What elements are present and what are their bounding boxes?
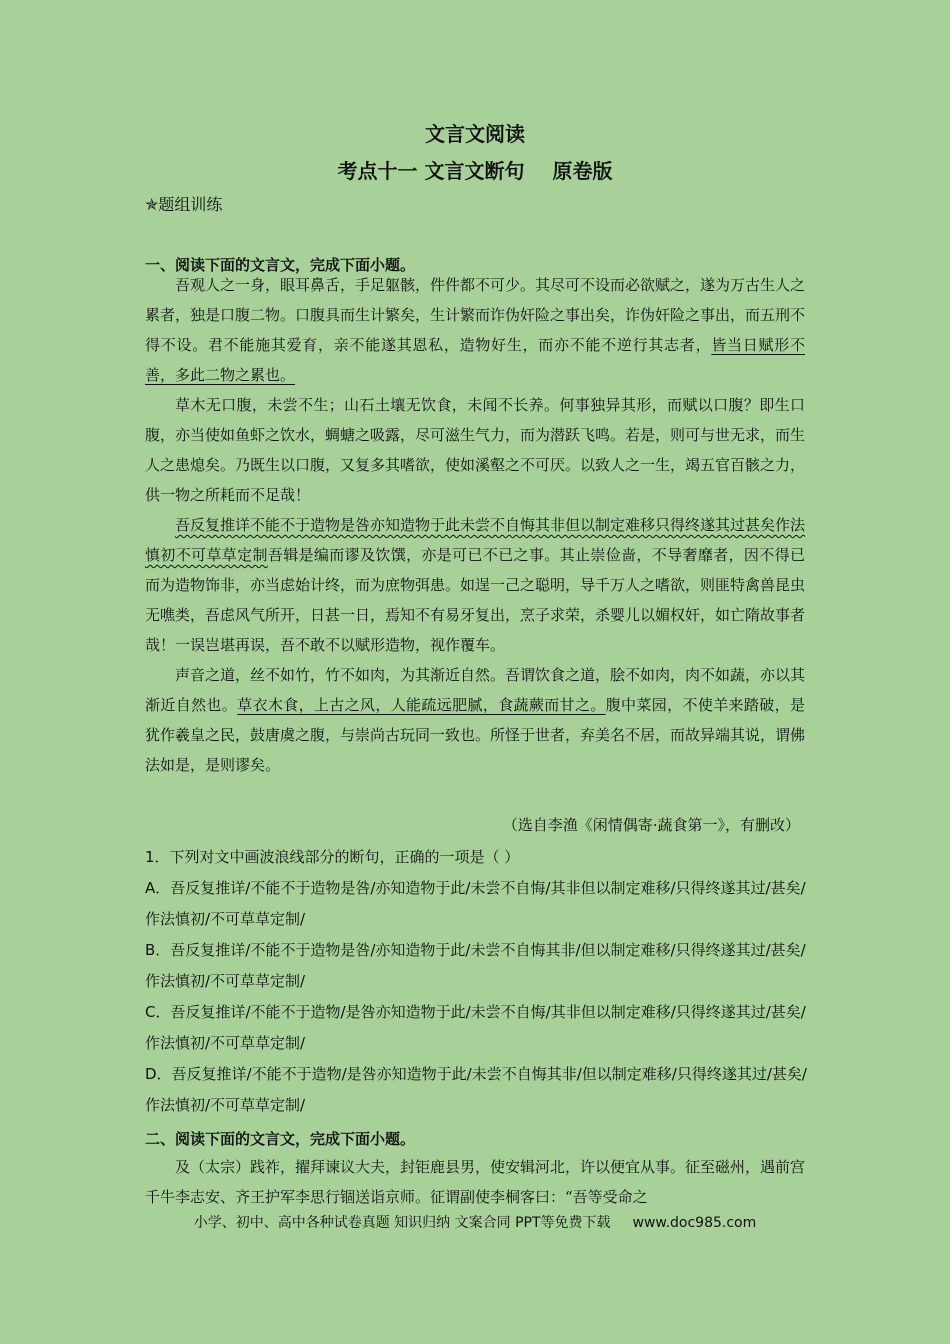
underlined-sentence-1: 皆当日赋形不善，多此二物之累也。 [145, 336, 805, 384]
passage-source: （选自李渔《闲情偶寄·蔬食第一》，有删改） [502, 816, 800, 834]
page-footer [0, 1212, 950, 1232]
question-1-option-b[interactable]: B．吾反复推详/不能不于造物是咎/亦知造物于此/未尝不自悔其非/但以制定难移/只得终遂其过/甚矣/作法慎初/不可草草定制/ [145, 941, 806, 990]
passage-paragraph-1: 吾观人之一身，眼耳鼻舌，手足躯骸，件件都不可少。其尽可不设而必欲赋之，遂为万古生人之累者，独是口腹二物。口腹具而生计繁矣，生计繁而诈伪奸险之事出矣，诈伪奸险之事出，而五刑不得不设。君不能施其爱育，亲不能遂其恩私，造物好生，而亦不能不逆行其志者，皆当日赋形不善，多此二物之累也。 [145, 276, 806, 384]
passage-paragraph-4: 声音之道，丝不如竹，竹不如肉，为其渐近自然。吾谓饮食之道，脍不如肉，肉不如蔬，亦以其渐近自然也。草衣木食，上古之风，人能疏远肥腻，食蔬蕨而甘之。腹中菜园，不使羊来踏破，是犹作羲皇之民，鼓唐虞之腹，与崇尚古玩同一致也。所怪于世者，弃美名不居，而故异端其说，谓佛法如是，是则谬矣。 [145, 666, 806, 774]
document-subtitle [0, 155, 950, 184]
section2-heading: 二、阅读下面的文言文，完成下面小题。 [145, 1130, 416, 1148]
passage-paragraph-2: 草木无口腹，未尝不生；山石土壤无饮食，未闻不长养。何事独异其形，而赋以口腹？即生口腹，亦当使如鱼虾之饮水，蜩螗之吸露，尽可滋生气力，而为潜跃飞鸣。若是，则可与世无求，而生人之患熄矣。乃既生以口腹，又复多其嗜欲，使如溪壑之不可厌。以致人之一生，竭五官百骸之力，供一物之所耗而不足哉！ [145, 396, 806, 504]
footer-url[interactable]: www.doc985.com [632, 1215, 757, 1231]
section2-paragraph-1: 及（太宗）践祚，擢拜谏议大夫，封钜鹿县男，使安辑河北，许以便宜从事。征至磁州，遇前宫千牛李志安、齐王护军李思行锢送诣京师。征谓副使李桐客曰：“吾等受命之 [145, 1158, 806, 1206]
section1-heading: 一、阅读下面的文言文，完成下面小题。 [145, 256, 416, 274]
question-1-option-d[interactable]: D．吾反复推详/不能不于造物/是咎亦知造物于此/未尝不自悔其非/但以制定难移/只得终遂其过/甚矣/作法慎初/不可草草定制/ [145, 1065, 807, 1114]
subtitle-version: 原卷版 [552, 159, 613, 183]
passage-paragraph-3: 吾反复推详不能不于造物是咎亦知造物于此未尝不自悔其非但以制定难移只得终遂其过甚矣作法慎初不可草草定制吾辑是编而谬及饮馔，亦是可已不已之事。其止崇俭啬，不导奢靡者，因不得已而为造物饰非，亦当虑始计终，而为庶物弭患。如逞一己之聪明，导千万人之嗜欲，则匪特禽兽昆虫无噍类，吾虑风气所开，日甚一日，焉知不有易牙复出，烹子求荣，杀婴儿以媚权奸，如亡隋故事者哉！一误岂堪再误，吾不敢不以赋形造物，视作覆车。 [145, 516, 806, 654]
underlined-sentence-2: 草衣木食，上古之风，人能疏远肥腻，食蔬蕨而甘之。 [237, 696, 606, 714]
document-title: 文言文阅读 [425, 122, 525, 146]
section1-passage [145, 270, 805, 780]
subtitle-topic: 考点十一 文言文断句 [337, 159, 525, 183]
drill-label: ✯题组训练 [145, 195, 223, 214]
question-1-option-a[interactable]: A．吾反复推详/不能不于造物是咎/亦知造物于此/未尝不自悔/其非但以制定难移/只得终遂其过/甚矣/作法慎初/不可草草定制/ [145, 879, 806, 928]
question-1-stem: 1．下列对文中画波浪线部分的断句，正确的一项是（ ） [145, 848, 520, 866]
question-1 [145, 842, 810, 1121]
wavy-underlined-text: 吾反复推详不能不于造物是咎亦知造物于此未尝不自悔其非但以制定难移只得终遂其过甚矣作法慎初不可草草定制 [145, 516, 806, 564]
footer-text: 小学、初中、高中各种试卷真题 知识归纳 文案合同 PPT等免费下载 [193, 1215, 611, 1231]
question-1-option-c[interactable]: C．吾反复推详/不能不于造物/是咎亦知造物于此/未尝不自悔/其非但以制定难移/只得终遂其过/甚矣/作法慎初/不可草草定制/ [145, 1003, 806, 1052]
section2-passage [145, 1152, 805, 1212]
